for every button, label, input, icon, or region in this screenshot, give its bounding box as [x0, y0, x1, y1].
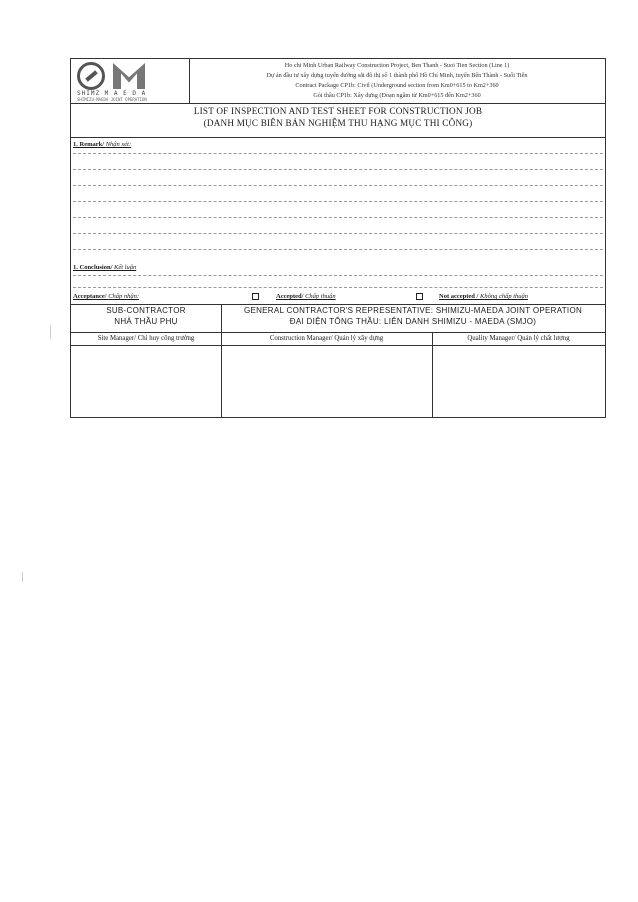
acceptance-label: Acceptance/ Chấp nhận:: [73, 293, 140, 300]
shimz-logo-icon: [77, 62, 105, 90]
conclusion-line[interactable]: [73, 287, 603, 288]
sub-contractor-heading: [71, 305, 221, 327]
column-divider: [432, 332, 433, 417]
remark-line[interactable]: [73, 153, 603, 154]
project-info: [189, 61, 605, 101]
project-line-4: Gói thầu CP1b: Xây dựng (Đoạn ngầm từ Km0+615 đến Km2+360: [313, 92, 481, 99]
column-divider: [221, 304, 222, 417]
conclusion-label: 1. Conclusion/ Kết luận: [73, 264, 137, 271]
general-contractor-en: GENERAL CONTRACTOR'S REPRESENTATIVE: SHIMIZU-MAEDA JOINT OPERATION: [243, 306, 583, 315]
not-accepted-checkbox[interactable]: [416, 293, 423, 300]
remark-line[interactable]: [73, 185, 603, 186]
logo-subtext: SHIMIZU-MAEDA JOINT OPERATION: [77, 97, 147, 102]
inspection-form: [70, 58, 606, 418]
form-header: [71, 59, 605, 104]
company-logo: [71, 59, 190, 103]
sub-contractor-vi: NHÀ THẦU PHỤ: [114, 317, 178, 326]
divider: [71, 137, 605, 138]
not-accepted-label: Not accepted / Không chấp thuận: [439, 293, 529, 300]
remark-line[interactable]: [73, 249, 603, 250]
accepted-label: Accepted/ Chấp thuận: [276, 293, 336, 300]
project-line-2: Dự án đầu tư xây dựng tuyến đường sắt đô thị số 1 thành phố Hồ Chí Minh, tuyến Bến Thành - Suối Tiên: [266, 72, 528, 79]
project-line-3: Contract Package CP1b: Civil (Underground section from Km0+615 to Km2+360: [295, 82, 499, 89]
construction-manager-header: Construction Manager/ Quản lý xây dựng: [269, 335, 384, 342]
construction-manager-signature-area[interactable]: [221, 346, 432, 416]
general-contractor-heading: [221, 305, 605, 327]
remark-line[interactable]: [73, 217, 603, 218]
site-manager-signature-area[interactable]: [71, 346, 221, 416]
maeda-logo-icon: [113, 63, 145, 89]
quality-manager-signature-area[interactable]: [432, 346, 605, 416]
form-title: [71, 105, 605, 129]
sub-contractor-en: SUB-CONTRACTOR: [106, 306, 186, 315]
accepted-checkbox[interactable]: [252, 293, 259, 300]
logo-text: SHIMZ M A E D A: [77, 90, 147, 97]
conclusion-line[interactable]: [73, 275, 603, 276]
general-contractor-vi: ĐẠI DIỆN TỔNG THẦU: LIÊN DANH SHIMIZU - MAEDA (SMJO): [289, 317, 537, 326]
acceptance-row: [71, 291, 605, 303]
remark-line[interactable]: [73, 169, 603, 170]
scan-margin-mark: [50, 325, 51, 339]
title-vi: (DANH MỤC BIÊN BẢN NGHIỆM THU HẠNG MỤC THI CÔNG): [203, 118, 473, 128]
remark-line[interactable]: [73, 233, 603, 234]
project-line-1: Ho chi Minh Urban Railway Construction Project, Ben Thanh - Suoi Tien Section (Line 1): [284, 62, 510, 69]
scan-margin-mark: [22, 572, 23, 582]
remark-label: 1. Remark/ Nhận xét:: [73, 141, 132, 148]
remark-line[interactable]: [73, 201, 603, 202]
site-manager-header: Site Manager/ Chỉ huy công trường: [97, 335, 195, 342]
title-en: LIST OF INSPECTION AND TEST SHEET FOR CONSTRUCTION JOB: [193, 106, 483, 116]
quality-manager-header: Quality Manager/ Quản lý chất lượng: [467, 335, 570, 342]
